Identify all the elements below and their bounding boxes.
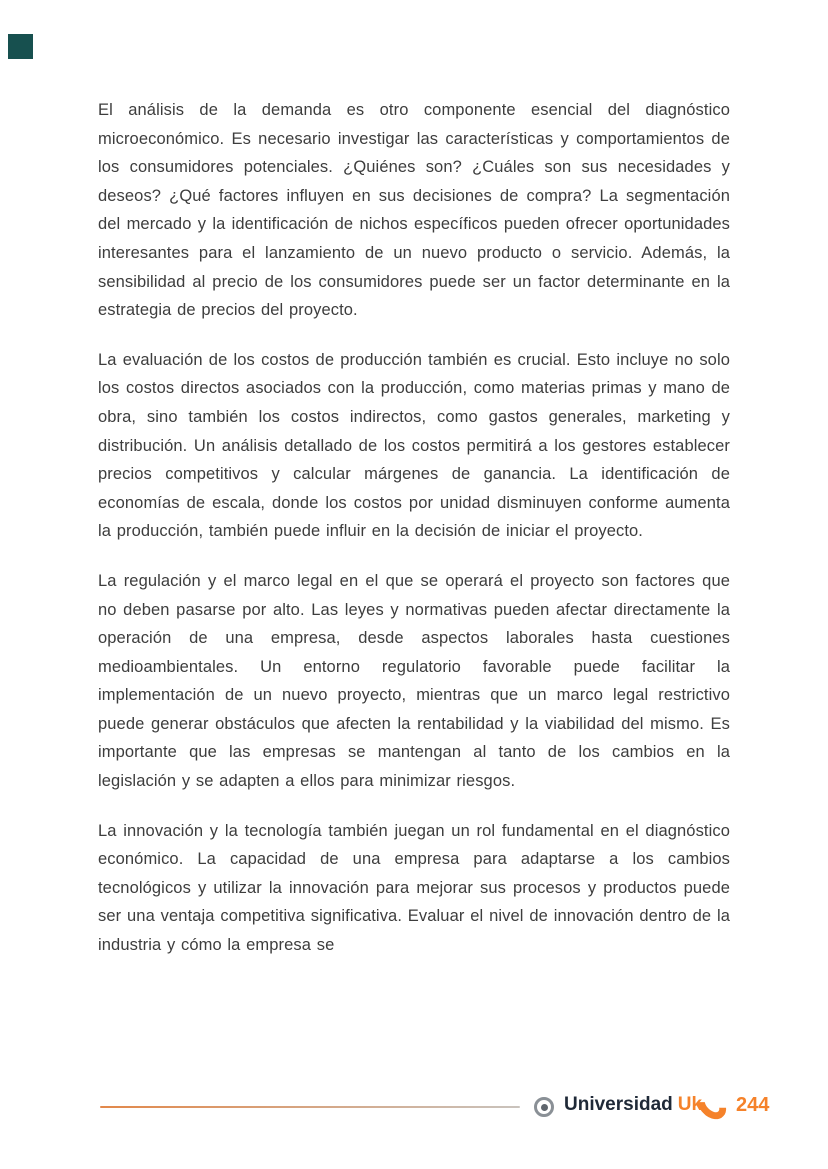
page-footer [0,1088,828,1128]
corner-square-decoration [8,34,33,59]
brand-name-uk: Uk [677,1094,703,1115]
target-dot-icon [534,1097,554,1117]
crescent-icon [692,1085,732,1125]
brand-name-universidad: Universidad [564,1094,673,1115]
paragraph-regulation-legal: La regulación y el marco legal en el que se operará el proyecto son factores que no deben pasarse por alto. Las leyes y normativas pueden afectar directamente la operación de una empresa, desde aspectos laborales hasta cuestiones medioambientales. Un entorno regulatorio favorable puede facilitar la implementación de un nuevo proyecto, mientras que un marco legal restrictivo puede generar obstáculos que afecten la rentabilidad y la viabilidad del mismo. Es importante que las empresas se mantengan al tanto de los cambios en la legislación y se adapten a ellos para minimizar riesgos. [98,571,730,791]
page-number: 244 [736,1094,770,1116]
brand-logo-text [564,1094,702,1116]
page-body-text [98,96,730,981]
footer-divider-line [100,1106,520,1108]
paragraph-demand-analysis: El análisis de la demanda es otro componente esencial del diagnóstico microeconómico. Es necesario investigar las características y comportamientos de los consumidores potenciales. ¿Quiénes son? ¿Cuáles son sus necesidades y deseos? ¿Qué factores influyen en sus decisiones de compra? La segmentación del mercado y la identificación de nichos específicos pueden ofrecer oportunidades interesantes para el lanzamiento de un nuevo producto o servicio. Además, la sensibilidad al precio de los consumidores puede ser un factor determinante en la estrategia de precios del proyecto. [98,101,730,320]
target-dot-center [541,1104,548,1111]
paragraph-production-costs: La evaluación de los costos de producción también es crucial. Esto incluye no solo los costos directos asociados con la producción, como materias primas y mano de obra, sino también los costos indirectos, como gastos generales, marketing y distribución. Un análisis detallado de los costos permitirá a los gestores establecer precios competitivos y calcular márgenes de ganancia. La identificación de economías de escala, donde los costos por unidad disminuyen conforme aumenta la producción, también puede influir en la decisión de iniciar el proyecto. [98,350,730,541]
paragraph-innovation-technology: La innovación y la tecnología también juegan un rol fundamental en el diagnóstico económico. La capacidad de una empresa para adaptarse a los cambios tecnológicos y utilizar la innovación para mejorar sus procesos y productos puede ser una ventaja competitiva significativa. Evaluar el nivel de innovación dentro de la industria y cómo la empresa se [98,821,730,955]
